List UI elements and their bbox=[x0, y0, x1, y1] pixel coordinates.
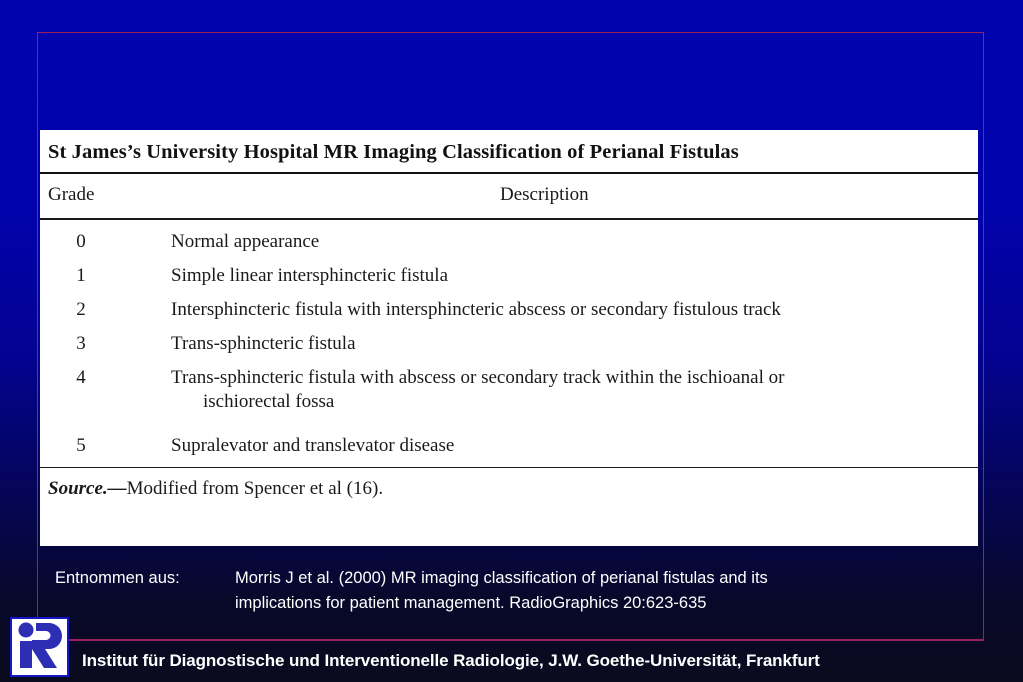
attribution-line-1: Morris J et al. (2000) MR imaging classification of perianal fistulas and its bbox=[235, 569, 768, 587]
cell-grade: 3 bbox=[76, 332, 86, 354]
table-column-headers bbox=[40, 174, 978, 218]
ir-logo-icon bbox=[12, 619, 67, 675]
column-header-grade: Grade bbox=[48, 184, 95, 205]
source-label: Source.— bbox=[48, 478, 127, 499]
cell-grade: 0 bbox=[76, 230, 86, 252]
table-row bbox=[40, 365, 978, 433]
cell-description: Supralevator and translevator disease bbox=[171, 434, 455, 456]
cell-grade: 4 bbox=[76, 366, 86, 388]
attribution-label: Entnommen aus: bbox=[55, 569, 180, 587]
cell-description: Normal appearance bbox=[171, 230, 320, 252]
table-row bbox=[40, 331, 978, 365]
table-body bbox=[40, 220, 978, 467]
attribution-line-2: implications for patient management. RadioGraphics 20:623-635 bbox=[235, 594, 707, 612]
source-text: Modified from Spencer et al (16). bbox=[126, 478, 384, 499]
cell-description: Intersphincteric fistula with intersphincteric abscess or secondary fistulous track bbox=[171, 298, 781, 320]
table-row bbox=[40, 297, 978, 331]
table-title: St James’s University Hospital MR Imaging Classification of Perianal Fistulas bbox=[48, 141, 739, 163]
footer-divider bbox=[37, 640, 984, 641]
table-row bbox=[40, 263, 978, 297]
cell-description-line2: ischiorectal fossa bbox=[203, 390, 335, 412]
cell-description: Simple linear intersphincteric fistula bbox=[171, 264, 449, 286]
cell-description: Trans-sphincteric fistula bbox=[171, 332, 356, 354]
table-row bbox=[40, 433, 978, 467]
classification-table bbox=[40, 130, 978, 546]
footer-institute-name: Institut für Diagnostische und Interventionelle Radiologie, J.W. Goethe-Universität, Frankfurt bbox=[82, 651, 820, 670]
table-row bbox=[40, 229, 978, 263]
ir-institute-logo bbox=[10, 617, 69, 677]
cell-description-line1: Trans-sphincteric fistula with abscess or secondary track within the ischioanal or bbox=[171, 366, 785, 388]
cell-description bbox=[171, 367, 972, 413]
cell-grade: 1 bbox=[76, 264, 86, 286]
cell-grade: 2 bbox=[76, 298, 86, 320]
attribution-block bbox=[55, 566, 955, 616]
column-header-description: Description bbox=[500, 184, 589, 205]
table-source bbox=[40, 468, 978, 500]
cell-grade: 5 bbox=[76, 434, 86, 456]
